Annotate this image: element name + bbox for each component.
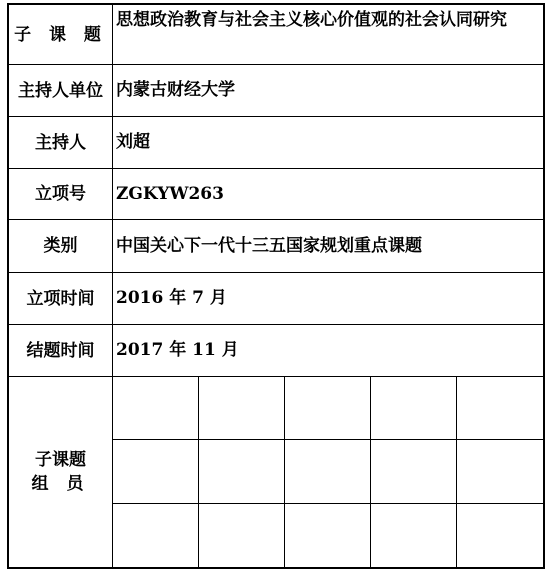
subtopic-value: 思想政治教育与社会主义核心价值观的社会认同研究 [116,10,507,30]
member-cell [371,377,457,440]
member-cell [199,440,285,503]
start-date-value: 2016 年 7 月 [116,288,227,308]
project-number-label: 立项号 [9,169,113,219]
row-host [9,117,543,169]
end-date-value: 2017 年 11 月 [116,340,239,360]
row-project-number [9,169,543,220]
project-number-value: ZGKYW263 [116,183,224,204]
members-label-line1: 子课题 [35,450,86,470]
member-cell [199,377,285,440]
member-cell [457,440,543,503]
member-cell [371,440,457,503]
member-cell [371,504,457,567]
row-end-date [9,325,543,377]
row-host-unit [9,65,543,117]
host-unit-label: 主持人单位 [9,65,113,116]
members-label [9,377,113,567]
row-start-date [9,273,543,325]
member-cell [457,377,543,440]
host-label: 主持人 [9,117,113,168]
member-cell [113,504,199,567]
member-cell [285,440,371,503]
members-grid [113,377,543,567]
row-category [9,220,543,273]
subtopic-label: 子 课 题 [9,5,113,64]
member-cell [285,504,371,567]
host-unit-value: 内蒙古财经大学 [116,80,235,100]
member-cell [285,377,371,440]
end-date-label: 结题时间 [9,325,113,376]
row-subtopic [9,5,543,65]
member-cell [113,440,199,503]
member-cell [113,377,199,440]
row-members [9,377,543,567]
member-cell [199,504,285,567]
start-date-label: 立项时间 [9,273,113,324]
host-value: 刘超 [116,132,150,152]
category-value: 中国关心下一代十三五国家规划重点课题 [116,235,422,256]
category-label: 类别 [9,220,113,272]
research-form-table [7,3,545,569]
member-cell [457,504,543,567]
members-label-line2: 组 员 [31,474,90,494]
